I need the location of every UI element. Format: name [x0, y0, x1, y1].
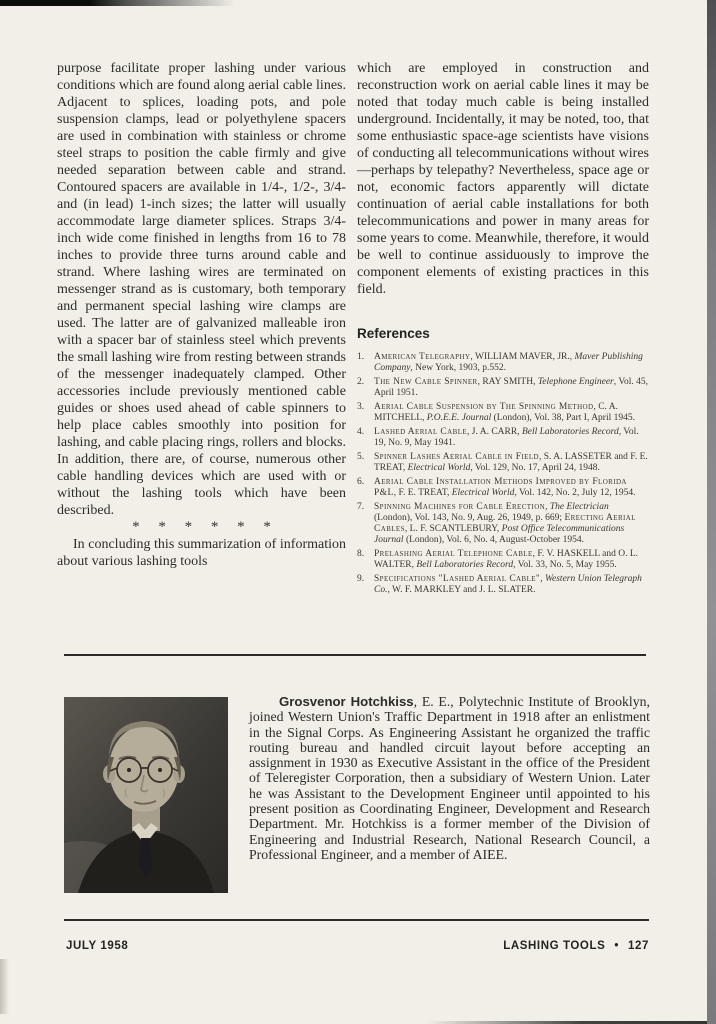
- reference-number: 1.: [357, 352, 365, 362]
- bio-text: , E. E., Polytechnic Institute of Brooklyn, joined Western Union's Traffic Department in 1918 after an enlistment in the Signal Corps. As Engineering Assistant he organized the traffic routing bureau and handled circuit layout before accepting an assignment in 1930 as Executive Assistant in the office of the President of Teleregister Corporation, then a subsidiary of Western Union. Later he was Assistant to the Development Engineer until appointed to his present position as Coordinating Engineer, Development and Research Department. Mr. Hotchkiss is a former member of the Division of Engineering and Industrial Research, National Research Council, a Professional Engineer, and a member of AIEE.: [249, 694, 650, 862]
- body-paragraph: which are employed in construction and reconstruction work on aerial cable lines it may be noted that today much cable is being installed underground. Incidentally, it may be noted, too, that some enthusiastic space-age scientists have visions of conducting all telecommunications without wires—perhaps by telepathy? Nevertheless, space age or not, economic factors apparently will dictate continuation of aerial cable installations for both telecommunications and power in many areas for some years to come. Meanwhile, therefore, it would be well to continue assiduously to improve the component elements of existing practices in this field.: [357, 61, 649, 297]
- scan-edge-right-artifact: [707, 0, 716, 1024]
- section-divider-rule: [64, 654, 646, 656]
- scan-edge-bottom-left-artifact: [0, 959, 9, 1014]
- footer-page-number: 127: [628, 940, 649, 952]
- reference-number: 9.: [357, 574, 365, 584]
- reference-item: 8. Prelashing Aerial Telephone Cable, F. V. HASKELL and O. L. WALTER, Bell Laboratories Record, Vol. 33, No. 5, May 1955.: [357, 549, 639, 570]
- reference-item: 2. The New Cable Spinner, RAY SMITH, Telephone Engineer, Vol. 45, April 1951.: [357, 377, 648, 398]
- body-paragraph: In concluding this summarization of information about various lashing tools: [57, 537, 346, 569]
- footer-issue-date: JULY 1958: [66, 940, 129, 952]
- page-footer: [66, 940, 649, 952]
- author-bio-section: [64, 694, 650, 899]
- reference-item: 9. Specifications "Lashed Aerial Cable", Western Union Telegraph Co., W. F. MARKLEY and J. L. SLATER.: [357, 574, 642, 595]
- reference-item: 7. Spinning Machines for Cable Erection, The Electrician (London), Vol. 143, No. 9, Aug. 26, 1949, p. 669; Erecting Aerial Cables, L. F. SCANTLEBURY, Post Office Telecommunications Journal (London), Vol. 6, No. 4, August-October 1954.: [357, 502, 636, 545]
- portrait-photo: [64, 697, 228, 893]
- reference-item: 3. Aerial Cable Suspension by The Spinning Method, C. A. MITCHELL, P.O.E.E. Journal (London), Vol. 38, Part I, April 1945.: [357, 402, 635, 423]
- footer-running-title: [494, 940, 649, 952]
- author-name: Grosvenor Hotchkiss: [279, 694, 414, 709]
- reference-item: 5. Spinner Lashes Aerial Cable in Field, S. A. LASSETER and F. E. TREAT, Electrical World, Vol. 129, No. 17, April 24, 1948.: [357, 452, 648, 473]
- body-paragraph: purpose facilitate proper lashing under various conditions which are found along aerial cable lines. Adjacent to splices, loading pots, and pole suspension clamps, lead or polyethylene spacers are used in combination with stainless or chrome steel straps to position the cable firmly and give needed separation between cable and strand. Contoured spacers are available in 1/4-, 1/2-, 3/4- and (in lead) 1-inch sizes; the latter will usually accommodate large diameter splices. Straps 3/4-inch wide come finished in lengths from 16 to 78 inches to provide three turns around cable and strand. Where lashing wires are terminated on messenger strand as is customary, both temporary and permanent special lashing wire clamps are used. The latter are of galvanized malleable iron with a spacer bar of stainless steel which prevents the small lashing wire from resting between strands of the messenger inadequately clamped. Other accessories include previously mentioned cable guides or shoes used ahead of cable spinners to help place cables smoothly into position for lashing, and cable placing rings, rollers and blocks. In addition, there are, of course, numerous other cable handling devices which are used with or without the lashing tools which have been described.: [57, 61, 346, 518]
- right-column: [357, 60, 649, 599]
- portrait-photo-illustration: [64, 697, 228, 893]
- asterisk-divider: * * * * * *: [132, 519, 271, 535]
- left-column: [57, 60, 346, 570]
- footer-article-title: LASHING TOOLS: [503, 940, 606, 952]
- reference-number: 2.: [357, 377, 365, 387]
- footer-separator-dot: •: [614, 940, 619, 952]
- reference-number: 6.: [357, 477, 365, 487]
- reference-number: 7.: [357, 502, 365, 512]
- reference-item: 4. Lashed Aerial Cable, J. A. CARR, Bell Laboratories Record, Vol. 19, No. 9, May 1941.: [357, 427, 639, 448]
- reference-number: 8.: [357, 549, 365, 559]
- references-heading: References: [357, 326, 430, 341]
- reference-item: 1. American Telegraphy, WILLIAM MAVER, JR., Maver Publishing Company, New York, 1903, p.552.: [357, 352, 643, 373]
- reference-number: 5.: [357, 452, 365, 462]
- footer-divider-rule: [64, 919, 649, 921]
- reference-item: 6. Aerial Cable Installation Methods Improved by Florida P&L, F. E. TREAT, Electrical World, Vol. 142, No. 2, July 12, 1954.: [357, 477, 636, 498]
- reference-number: 4.: [357, 427, 365, 437]
- reference-number: 3.: [357, 402, 365, 412]
- references-list: [357, 352, 649, 596]
- scan-edge-top-artifact: [0, 0, 235, 6]
